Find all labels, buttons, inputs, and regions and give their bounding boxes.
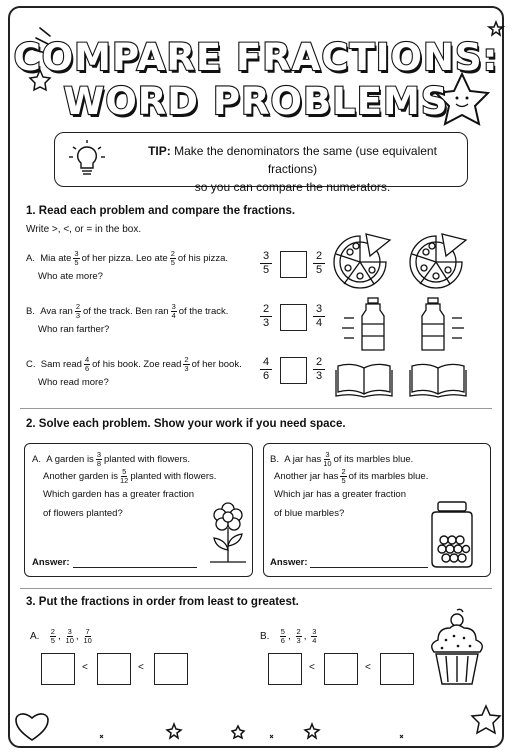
numerator: 3 [96, 450, 101, 459]
cupcake-icon [426, 608, 488, 690]
numerator: 2 [184, 355, 189, 364]
title-line-1: COMPARE FRACTIONS: [13, 36, 499, 79]
problem-text: of the track. [178, 306, 229, 318]
numerator: 2 [50, 627, 55, 636]
less-than-sign: < [138, 662, 144, 673]
denominator: 12 [120, 476, 129, 485]
numerator: 3 [67, 627, 72, 636]
numerator: 4 [260, 356, 272, 370]
numerator: 3 [74, 249, 79, 258]
problem-2b-text: A jar has [284, 454, 322, 466]
numerator: 5 [280, 627, 285, 636]
denominator: 4 [312, 636, 317, 645]
fraction [183, 356, 189, 373]
problem-2a-text: planted with flowers. [130, 471, 217, 483]
order-box[interactable] [268, 653, 302, 685]
tip-text [125, 142, 460, 196]
denominator: 3 [75, 311, 81, 320]
problem-letter: B. [26, 306, 35, 318]
fraction [170, 250, 176, 267]
problem-text: Mia ate [40, 253, 72, 265]
compare-fraction-left [259, 356, 273, 383]
numerator: 2 [313, 250, 325, 264]
problem-2a-text: A garden is [46, 454, 94, 466]
fraction [75, 303, 81, 320]
numerator: 2 [296, 627, 301, 636]
fraction [83, 628, 91, 645]
compare-answer-box[interactable] [280, 251, 307, 278]
tip-line-1: Make the denominators the same (use equivalent fractions) [174, 144, 437, 176]
problem-text: of his book. Zoe read [92, 359, 182, 371]
compare-fraction-right [312, 250, 326, 277]
problem-1-line-1 [26, 303, 228, 320]
less-than-sign: < [309, 662, 315, 673]
fraction [73, 250, 79, 267]
numerator: 3 [312, 627, 317, 636]
problem-2a-text: planted with flowers. [103, 454, 191, 466]
problem-2b-line-3: Which jar has a greater fraction [274, 489, 407, 500]
problem-text: of her pizza. Leo ate [81, 253, 168, 265]
numerator: 2 [170, 249, 175, 258]
water-bottle-icon [422, 298, 464, 350]
problem-2b-text: of its marbles blue. [333, 454, 414, 466]
denominator: 4 [171, 311, 176, 320]
marble-jar-icon [428, 498, 478, 570]
section3-heading: 3. Put the fractions in order from least to greatest. [26, 596, 299, 608]
title-line-2: WORD PROBLEMS [63, 80, 449, 123]
denominator: 10 [323, 459, 332, 468]
denominator: 5 [341, 476, 346, 485]
problem-2b-text: Another jar has [274, 471, 339, 483]
denominator: 3 [315, 370, 323, 382]
compare-answer-box[interactable] [280, 304, 307, 331]
problem-text: Sam read [40, 359, 82, 371]
fraction [280, 628, 286, 645]
problem-2b-line-4: of blue marbles? [274, 508, 345, 519]
problem-question: Who read more? [38, 377, 109, 388]
problem-text: of her book. [191, 359, 242, 371]
numerator: 3 [325, 450, 330, 459]
problem-2b-line-2 [274, 468, 428, 485]
denominator: 5 [170, 258, 175, 267]
compare-fraction-right [312, 356, 326, 383]
tip-line-2: so you can compare the numerators. [194, 180, 391, 194]
fraction [120, 468, 128, 485]
fraction [171, 303, 177, 320]
problem-2b-text: of its marbles blue. [348, 471, 429, 483]
problem-2b-letter: B. [270, 454, 279, 466]
problem-text: of the track. Ben ran [83, 306, 169, 318]
denominator: 4 [315, 317, 323, 329]
problem-2a-text: Another garden is [43, 471, 118, 483]
pizza-icon [410, 234, 466, 288]
tip-box [54, 132, 468, 194]
numerator: 3 [313, 303, 325, 317]
order-box[interactable] [41, 653, 75, 685]
open-book-icon [336, 364, 392, 397]
pizza-icon [334, 234, 390, 288]
denominator: 5 [74, 258, 79, 267]
problem-2b-line-1 [270, 451, 413, 468]
fraction [96, 451, 102, 468]
answer-label: Answer: [32, 557, 70, 568]
divider [20, 588, 492, 589]
flower-icon [200, 500, 250, 568]
compare-fraction-left [259, 250, 273, 277]
denominator: 6 [262, 370, 270, 382]
order-b-label: B. $\frac{5}{6}$ , $\frac{2}{3}$ , $\frac{3}{4}$ [260, 627, 317, 645]
numerator: 3 [171, 302, 176, 311]
compare-answer-box[interactable] [280, 357, 307, 384]
compare-fraction-left [259, 303, 273, 330]
numerator: 5 [122, 467, 127, 476]
numerator: 2 [260, 303, 272, 317]
denominator: 5 [50, 636, 55, 645]
denominator: 8 [96, 459, 101, 468]
denominator: 10 [83, 636, 92, 645]
fraction [311, 628, 317, 645]
divider [20, 408, 492, 409]
less-than-sign: < [365, 662, 371, 673]
fraction [66, 628, 74, 645]
denominator: 3 [262, 317, 270, 329]
order-a-letter: A. [30, 631, 40, 643]
problem-question: Who ran farther? [38, 324, 110, 335]
less-than-sign: < [82, 662, 88, 673]
section1-heading: 1. Read each problem and compare the fractions. [26, 205, 296, 217]
section2-heading: 2. Solve each problem. Show your work if you need space. [26, 418, 346, 430]
fraction [296, 628, 302, 645]
denominator: 5 [262, 264, 270, 276]
order-box[interactable] [380, 653, 414, 685]
order-box[interactable] [97, 653, 131, 685]
denominator: 10 [65, 636, 74, 645]
denominator: 5 [315, 264, 323, 276]
order-b-letter: B. [260, 631, 270, 643]
fraction [50, 628, 56, 645]
numerator: 2 [75, 302, 81, 311]
section1-instruction: Write >, <, or = in the box. [26, 224, 142, 235]
numerator: 3 [260, 250, 272, 264]
lightbulb-icon [65, 139, 109, 183]
denominator: 3 [184, 364, 189, 373]
order-box[interactable] [324, 653, 358, 685]
water-bottle-icon [342, 298, 384, 350]
heart-icon [16, 714, 48, 740]
fraction [84, 356, 90, 373]
denominator: 6 [280, 636, 285, 645]
numerator: 7 [85, 627, 90, 636]
order-box[interactable] [154, 653, 188, 685]
answer-line[interactable] [73, 567, 197, 568]
answer-line[interactable] [310, 567, 428, 568]
problem-letter: A. [26, 253, 35, 265]
denominator: 3 [296, 636, 301, 645]
problem-2a-line-1 [32, 451, 190, 468]
problem-1-line-1 [26, 250, 228, 267]
problem-2a-letter: A. [32, 454, 41, 466]
numerator: 2 [313, 356, 325, 370]
fraction [323, 451, 331, 468]
answer-label: Answer: [270, 557, 308, 568]
problem-2a-line-3: Which garden has a greater fraction [43, 489, 195, 500]
order-a-label: A. $\frac{2}{5}$ , $\frac{3}{10}$ , $\frac{7}{10}$ [30, 627, 92, 645]
section1-illustrations [330, 232, 500, 402]
numerator: 4 [84, 355, 90, 364]
problem-text: of his pizza. [177, 253, 229, 265]
problem-letter: C. [26, 359, 36, 371]
problem-2a-line-4: of flowers planted? [43, 508, 123, 519]
numerator: 2 [341, 467, 346, 476]
open-book-icon [410, 364, 466, 397]
tip-label: TIP: [148, 144, 171, 158]
fraction [340, 468, 346, 485]
compare-fraction-right [312, 303, 326, 330]
problem-1-line-1 [26, 356, 242, 373]
problem-question: Who ate more? [38, 271, 103, 282]
problem-text: Ava ran [40, 306, 73, 318]
problem-2a-line-2 [43, 468, 216, 485]
denominator: 6 [84, 364, 90, 373]
